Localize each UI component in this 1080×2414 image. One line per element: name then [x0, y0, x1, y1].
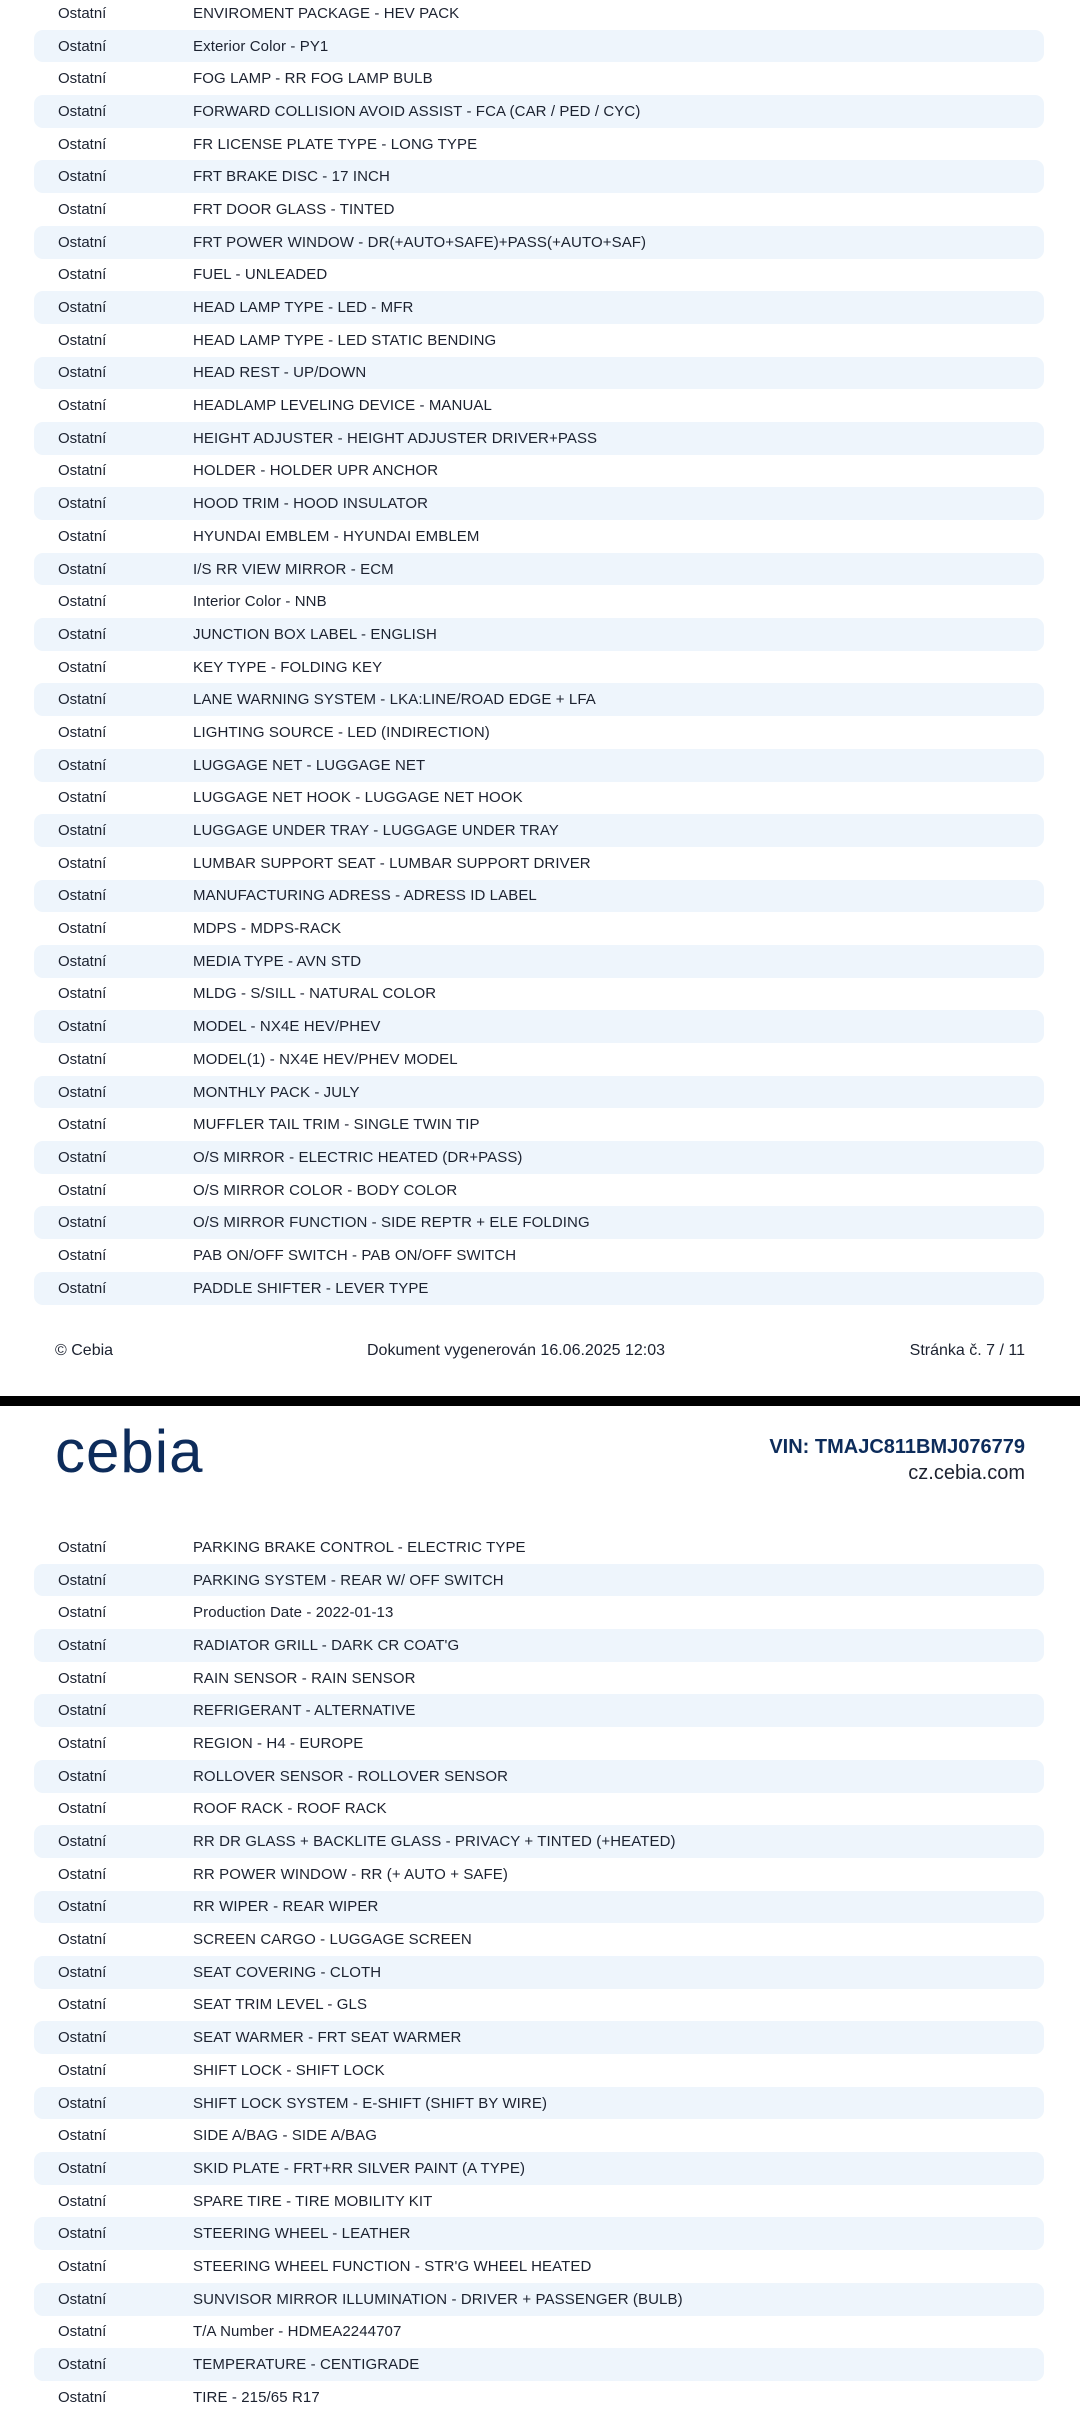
row-category: Ostatní — [58, 364, 107, 382]
row-category: Ostatní — [58, 1702, 107, 1720]
row-category: Ostatní — [58, 1865, 107, 1883]
table-row — [34, 1662, 1044, 1695]
row-value: I/S RR VIEW MIRROR - ECM — [193, 561, 394, 577]
row-category: Ostatní — [58, 2192, 107, 2210]
row-value: MUFFLER TAIL TRIM - SINGLE TWIN TIP — [193, 1117, 480, 1133]
row-value: SUNVISOR MIRROR ILLUMINATION - DRIVER + PASSENGER (BULB) — [193, 2291, 683, 2307]
row-value: HEAD LAMP TYPE - LED STATIC BENDING — [193, 332, 497, 348]
table-row — [34, 1596, 1044, 1629]
footer-page-number: Stránka č. 7 / 11 — [909, 1342, 1025, 1359]
row-category: Ostatní — [58, 2356, 107, 2374]
table-row — [34, 357, 1044, 390]
row-value: HEAD LAMP TYPE - LED - MFR — [193, 300, 414, 316]
table-row — [34, 1141, 1044, 1174]
row-value: PAB ON/OFF SWITCH - PAB ON/OFF SWITCH — [193, 1247, 517, 1263]
row-value: SCREEN CARGO - LUGGAGE SCREEN — [193, 1932, 472, 1948]
table-row — [34, 520, 1044, 553]
row-category: Ostatní — [58, 985, 107, 1003]
row-value: Production Date - 2022-01-13 — [193, 1605, 394, 1621]
row-value: FRT DOOR GLASS - TINTED — [193, 201, 395, 217]
row-value: FUEL - UNLEADED — [193, 267, 328, 283]
page-header — [55, 1418, 1025, 1500]
row-category: Ostatní — [58, 1181, 107, 1199]
row-value: MODEL - NX4E HEV/PHEV — [193, 1019, 381, 1035]
row-value: TIRE - 215/65 R17 — [193, 2389, 320, 2405]
table-row — [34, 2087, 1044, 2120]
table-row — [34, 2316, 1044, 2349]
row-value: MLDG - S/SILL - NATURAL COLOR — [193, 986, 437, 1002]
row-category: Ostatní — [58, 789, 107, 807]
row-category: Ostatní — [58, 723, 107, 741]
row-value: PARKING SYSTEM - REAR W/ OFF SWITCH — [193, 1572, 504, 1588]
row-category: Ostatní — [58, 2127, 107, 2145]
row-category: Ostatní — [58, 527, 107, 545]
report-page-8 — [0, 1406, 1080, 2406]
row-value: LUGGAGE NET HOOK - LUGGAGE NET HOOK — [193, 790, 523, 806]
row-value: SHIFT LOCK - SHIFT LOCK — [193, 2062, 385, 2078]
row-category: Ostatní — [58, 854, 107, 872]
table-row — [34, 1858, 1044, 1891]
row-category: Ostatní — [58, 756, 107, 774]
row-category: Ostatní — [58, 2029, 107, 2047]
row-category: Ostatní — [58, 1669, 107, 1687]
row-category: Ostatní — [58, 2290, 107, 2308]
table-row — [34, 651, 1044, 684]
row-value: FRT POWER WINDOW - DR(+AUTO+SAFE)+PASS(+AUTO+SAF) — [193, 234, 647, 250]
row-value: LIGHTING SOURCE - LED (INDIRECTION) — [193, 724, 490, 740]
table-row — [34, 1043, 1044, 1076]
table-row — [34, 1727, 1044, 1760]
table-row — [34, 1239, 1044, 1272]
table-row — [34, 945, 1044, 978]
row-value: Interior Color - NNB — [193, 594, 327, 610]
table-row — [34, 95, 1044, 128]
row-value: SKID PLATE - FRT+RR SILVER PAINT (A TYPE) — [193, 2160, 526, 2176]
row-category: Ostatní — [58, 1538, 107, 1556]
row-value: RADIATOR GRILL - DARK CR COAT'G — [193, 1637, 460, 1653]
cebia-logo: cebia — [55, 1418, 204, 1485]
table-row — [34, 2119, 1044, 2152]
table-row — [34, 30, 1044, 63]
row-category: Ostatní — [58, 658, 107, 676]
row-value: T/A Number - HDMEA2244707 — [193, 2324, 402, 2340]
row-value: FRT BRAKE DISC - 17 INCH — [193, 169, 390, 185]
row-category: Ostatní — [58, 1018, 107, 1036]
table-row — [34, 1891, 1044, 1924]
table-row — [34, 2185, 1044, 2218]
table-row — [34, 1272, 1044, 1305]
row-value: SEAT TRIM LEVEL - GLS — [193, 1997, 368, 2013]
row-value: PARKING BRAKE CONTROL - ELECTRIC TYPE — [193, 1539, 526, 1555]
row-category: Ostatní — [58, 70, 107, 88]
row-category: Ostatní — [58, 2323, 107, 2341]
page-footer — [55, 1342, 1025, 1366]
row-category: Ostatní — [58, 887, 107, 905]
row-category: Ostatní — [58, 1116, 107, 1134]
row-category: Ostatní — [58, 1636, 107, 1654]
row-value: PADDLE SHIFTER - LEVER TYPE — [193, 1280, 429, 1296]
table-row — [34, 0, 1044, 30]
table-row — [34, 1010, 1044, 1043]
row-value: SPARE TIRE - TIRE MOBILITY KIT — [193, 2193, 433, 2209]
row-category: Ostatní — [58, 2061, 107, 2079]
row-value: LUMBAR SUPPORT SEAT - LUMBAR SUPPORT DRIVER — [193, 855, 591, 871]
row-value: RAIN SENSOR - RAIN SENSOR — [193, 1670, 416, 1686]
table-row — [34, 618, 1044, 651]
row-category: Ostatní — [58, 1898, 107, 1916]
row-value: SEAT WARMER - FRT SEAT WARMER — [193, 2030, 462, 2046]
table-row — [34, 749, 1044, 782]
row-value: KEY TYPE - FOLDING KEY — [193, 659, 383, 675]
row-value: ENVIROMENT PACKAGE - HEV PACK — [193, 5, 460, 21]
row-value: MEDIA TYPE - AVN STD — [193, 953, 362, 969]
table-row — [34, 585, 1044, 618]
table-row — [34, 880, 1044, 913]
table-row — [34, 912, 1044, 945]
table-row — [34, 226, 1044, 259]
row-value: REGION - H4 - EUROPE — [193, 1735, 364, 1751]
row-value: LANE WARNING SYSTEM - LKA:LINE/ROAD EDGE + LFA — [193, 692, 596, 708]
table-row — [34, 1694, 1044, 1727]
row-category: Ostatní — [58, 2094, 107, 2112]
row-value: LUGGAGE NET - LUGGAGE NET — [193, 757, 426, 773]
row-value: HYUNDAI EMBLEM - HYUNDAI EMBLEM — [193, 528, 480, 544]
row-value: MONTHLY PACK - JULY — [193, 1084, 360, 1100]
row-value: RR WIPER - REAR WIPER — [193, 1899, 379, 1915]
row-category: Ostatní — [58, 1767, 107, 1785]
table-row — [34, 1206, 1044, 1239]
table-row — [34, 1629, 1044, 1662]
row-category: Ostatní — [58, 1571, 107, 1589]
equipment-list — [34, 0, 1044, 1305]
row-value: STEERING WHEEL FUNCTION - STR'G WHEEL HEATED — [193, 2258, 592, 2274]
row-category: Ostatní — [58, 2257, 107, 2275]
row-category: Ostatní — [58, 593, 107, 611]
table-row — [34, 2283, 1044, 2316]
row-category: Ostatní — [58, 495, 107, 513]
row-category: Ostatní — [58, 102, 107, 120]
page-divider — [0, 1396, 1080, 1406]
table-row — [34, 2381, 1044, 2414]
row-value: RR POWER WINDOW - RR (+ AUTO + SAFE) — [193, 1866, 509, 1882]
table-row — [34, 291, 1044, 324]
table-row — [34, 1564, 1044, 1597]
row-category: Ostatní — [58, 1996, 107, 2014]
table-row — [34, 1531, 1044, 1564]
row-category: Ostatní — [58, 2159, 107, 2177]
row-value: LUGGAGE UNDER TRAY - LUGGAGE UNDER TRAY — [193, 823, 559, 839]
row-category: Ostatní — [58, 2388, 107, 2406]
table-row — [34, 1989, 1044, 2022]
row-value: SHIFT LOCK SYSTEM - E-SHIFT (SHIFT BY WIRE) — [193, 2095, 548, 2111]
row-category: Ostatní — [58, 266, 107, 284]
row-value: RR DR GLASS + BACKLITE GLASS - PRIVACY + TINTED (+HEATED) — [193, 1834, 676, 1850]
row-value: HOOD TRIM - HOOD INSULATOR — [193, 496, 429, 512]
row-value: O/S MIRROR FUNCTION - SIDE REPTR + ELE FOLDING — [193, 1215, 590, 1231]
row-category: Ostatní — [58, 1214, 107, 1232]
row-category: Ostatní — [58, 429, 107, 447]
row-category: Ostatní — [58, 920, 107, 938]
table-row — [34, 1923, 1044, 1956]
table-row — [34, 847, 1044, 880]
row-category: Ostatní — [58, 462, 107, 480]
row-value: O/S MIRROR COLOR - BODY COLOR — [193, 1182, 458, 1198]
table-row — [34, 978, 1044, 1011]
row-value: MANUFACTURING ADRESS - ADRESS ID LABEL — [193, 888, 537, 904]
row-category: Ostatní — [58, 200, 107, 218]
row-value: MODEL(1) - NX4E HEV/PHEV MODEL — [193, 1051, 458, 1067]
table-row — [34, 716, 1044, 749]
row-value: JUNCTION BOX LABEL - ENGLISH — [193, 626, 437, 642]
table-row — [34, 389, 1044, 422]
row-value: HEADLAMP LEVELING DEVICE - MANUAL — [193, 398, 492, 414]
equipment-list — [34, 1531, 1044, 2414]
row-category: Ostatní — [58, 1931, 107, 1949]
row-category: Ostatní — [58, 4, 107, 22]
row-value: O/S MIRROR - ELECTRIC HEATED (DR+PASS) — [193, 1149, 523, 1165]
table-row — [34, 2217, 1044, 2250]
table-row — [34, 1793, 1044, 1826]
table-row — [34, 2250, 1044, 2283]
table-row — [34, 1108, 1044, 1141]
row-category: Ostatní — [58, 233, 107, 251]
table-row — [34, 324, 1044, 357]
row-category: Ostatní — [58, 560, 107, 578]
table-row — [34, 455, 1044, 488]
table-row — [34, 814, 1044, 847]
table-row — [34, 1956, 1044, 1989]
row-category: Ostatní — [58, 1246, 107, 1264]
table-row — [34, 2021, 1044, 2054]
table-row — [34, 128, 1044, 161]
row-value: HOLDER - HOLDER UPR ANCHOR — [193, 463, 439, 479]
table-row — [34, 553, 1044, 586]
row-category: Ostatní — [58, 1833, 107, 1851]
table-row — [34, 2054, 1044, 2087]
table-row — [34, 1076, 1044, 1109]
row-category: Ostatní — [58, 1604, 107, 1622]
row-category: Ostatní — [58, 1800, 107, 1818]
row-value: FOG LAMP - RR FOG LAMP BULB — [193, 71, 433, 87]
row-category: Ostatní — [58, 1083, 107, 1101]
row-value: SIDE A/BAG - SIDE A/BAG — [193, 2128, 378, 2144]
row-value: SEAT COVERING - CLOTH — [193, 1964, 382, 1980]
table-row — [34, 1760, 1044, 1793]
row-category: Ostatní — [58, 397, 107, 415]
row-category: Ostatní — [58, 1050, 107, 1068]
table-row — [34, 782, 1044, 815]
row-value: Exterior Color - PY1 — [193, 38, 329, 54]
row-value: MDPS - MDPS-RACK — [193, 921, 342, 937]
row-value: STEERING WHEEL - LEATHER — [193, 2226, 411, 2242]
table-row — [34, 2348, 1044, 2381]
table-row — [34, 1825, 1044, 1858]
table-row — [34, 683, 1044, 716]
row-category: Ostatní — [58, 1734, 107, 1752]
row-category: Ostatní — [58, 691, 107, 709]
table-row — [34, 422, 1044, 455]
row-value: ROOF RACK - ROOF RACK — [193, 1801, 387, 1817]
row-category: Ostatní — [58, 37, 107, 55]
row-category: Ostatní — [58, 625, 107, 643]
row-category: Ostatní — [58, 168, 107, 186]
site-link[interactable]: cz.cebia.com — [908, 1462, 1025, 1484]
table-row — [34, 62, 1044, 95]
footer-copyright: © Cebia — [55, 1342, 114, 1359]
row-category: Ostatní — [58, 135, 107, 153]
row-value: HEAD REST - UP/DOWN — [193, 365, 367, 381]
row-value: FR LICENSE PLATE TYPE - LONG TYPE — [193, 136, 478, 152]
table-row — [34, 2152, 1044, 2185]
row-category: Ostatní — [58, 952, 107, 970]
table-row — [34, 193, 1044, 226]
row-value: FORWARD COLLISION AVOID ASSIST - FCA (CAR / PED / CYC) — [193, 103, 641, 119]
row-category: Ostatní — [58, 1148, 107, 1166]
table-row — [34, 259, 1044, 292]
row-category: Ostatní — [58, 1963, 107, 1981]
footer-generated-date: Dokument vygenerován 16.06.2025 12:03 — [367, 1342, 665, 1359]
table-row — [34, 160, 1044, 193]
row-category: Ostatní — [58, 331, 107, 349]
row-value: HEIGHT ADJUSTER - HEIGHT ADJUSTER DRIVER+PASS — [193, 430, 598, 446]
row-category: Ostatní — [58, 299, 107, 317]
row-value: TEMPERATURE - CENTIGRADE — [193, 2357, 420, 2373]
table-row — [34, 1174, 1044, 1207]
row-value: ROLLOVER SENSOR - ROLLOVER SENSOR — [193, 1768, 509, 1784]
row-category: Ostatní — [58, 822, 107, 840]
row-category: Ostatní — [58, 1279, 107, 1297]
table-row — [34, 487, 1044, 520]
row-value: REFRIGERANT - ALTERNATIVE — [193, 1703, 416, 1719]
vin-label: VIN: TMAJC811BMJ076779 — [769, 1436, 1025, 1458]
row-category: Ostatní — [58, 2225, 107, 2243]
